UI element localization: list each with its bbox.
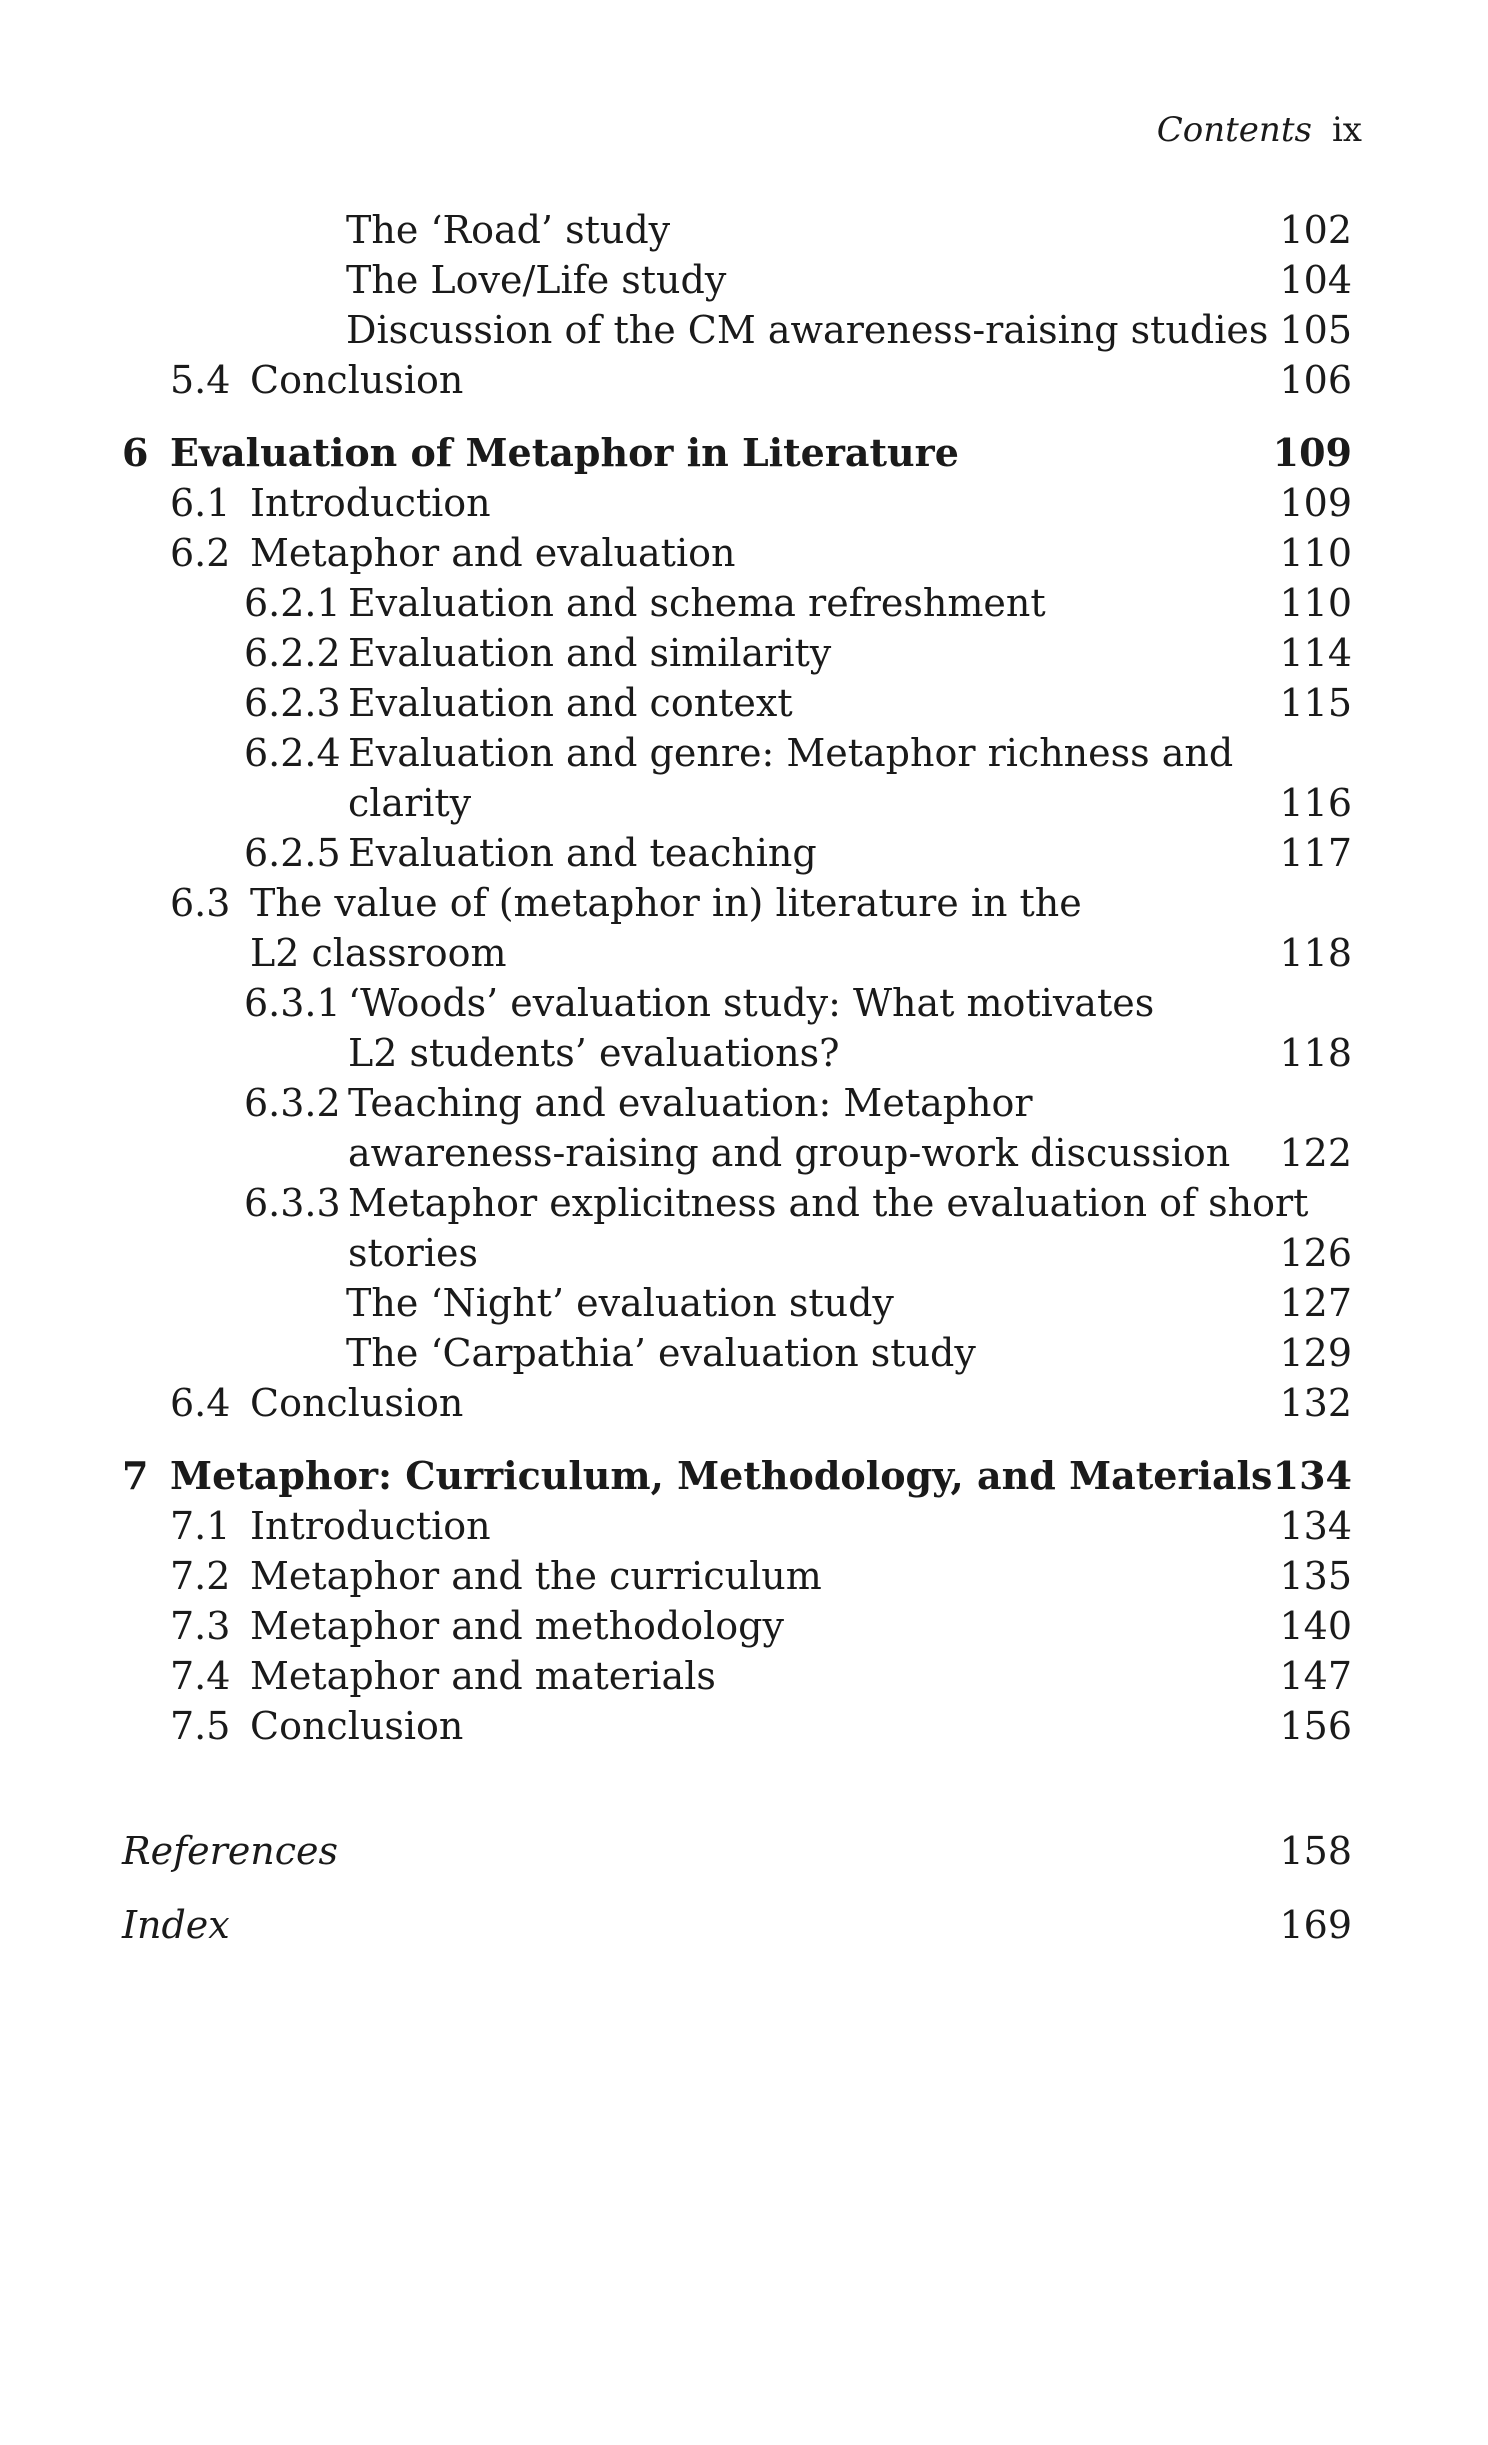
toc-chapter-7: [0, 1451, 1488, 1501]
toc-chapter-page: 134: [1272, 1453, 1352, 1498]
toc-entry-title: Evaluation and teaching: [348, 831, 817, 875]
toc-entry-title: Metaphor and methodology: [250, 1604, 784, 1648]
toc-entry-page: 109: [1279, 481, 1352, 525]
toc-entry-title: Metaphor explicitness and the evaluation of short: [348, 1181, 1309, 1225]
toc-entry-section-6-4: [0, 1378, 1488, 1428]
toc-entry-section-6-3-2-cont: [0, 1128, 1488, 1178]
toc-entry-number: 6.2.3: [244, 681, 341, 725]
toc-entry-section-6-3-3-cont: [0, 1228, 1488, 1278]
toc-entry-page: 115: [1279, 681, 1352, 725]
toc-entry-carpathia-study: [0, 1328, 1488, 1378]
toc-entry-section-6-2-4-cont: [0, 778, 1488, 828]
toc-entry-page: 126: [1279, 1231, 1352, 1275]
toc-entry-number: 5.4: [170, 358, 231, 402]
toc-entry-number: 6.3.3: [244, 1181, 341, 1225]
toc-entry-title: Conclusion: [250, 1381, 464, 1425]
toc-entry-title: Evaluation and schema refreshment: [348, 581, 1046, 625]
toc-entry-title: stories: [348, 1231, 478, 1275]
toc-entry-number: 6.3.1: [244, 981, 341, 1025]
toc-entry-title: L2 classroom: [250, 931, 507, 975]
toc-entry-title: ‘Woods’ evaluation study: What motivates: [348, 981, 1155, 1025]
toc-chapter-6: [0, 428, 1488, 478]
toc-entry-number: 6.4: [170, 1381, 231, 1425]
toc-entry-title: The ‘Night’ evaluation study: [346, 1281, 894, 1325]
toc-entry-title: Teaching and evaluation: Metaphor: [348, 1081, 1033, 1125]
toc-entry-night-study: [0, 1278, 1488, 1328]
toc-entry-title: Introduction: [250, 481, 491, 525]
toc-entry-section-6-3-2: [0, 1078, 1488, 1128]
toc-entry-section-6-2-2: [0, 628, 1488, 678]
toc-entry-section-6-2-1: [0, 578, 1488, 628]
toc-entry-section-6-2-4: [0, 728, 1488, 778]
toc-entry-page: 117: [1279, 831, 1352, 875]
toc-entry-title: Conclusion: [250, 358, 464, 402]
toc-entry-number: 7.4: [170, 1654, 231, 1698]
toc-entry-number: 6.3: [170, 881, 231, 925]
toc-entry-title: L2 students’ evaluations?: [348, 1031, 840, 1075]
toc-entry-page: 102: [1279, 208, 1352, 252]
toc-chapter-title: Metaphor: Curriculum, Methodology, and Materials: [170, 1453, 1273, 1498]
toc-entry-page: 118: [1279, 1031, 1352, 1075]
toc-entry-section-6-2-5: [0, 828, 1488, 878]
toc-entry-title: Introduction: [250, 1504, 491, 1548]
toc-entry-title: The ‘Carpathia’ evaluation study: [346, 1331, 976, 1375]
toc-entry-section-6-3-3: [0, 1178, 1488, 1228]
toc-entry-section-6-2: [0, 528, 1488, 578]
toc-entry-page: 147: [1279, 1654, 1352, 1698]
toc-entry-index: [0, 1900, 1488, 1950]
toc-chapter-number: 6: [122, 430, 149, 475]
toc-entry-section-6-3-1: [0, 978, 1488, 1028]
toc-entry-section-7-1: [0, 1501, 1488, 1551]
running-head-title: Contents: [1156, 110, 1312, 150]
toc-entry-number: 7.1: [170, 1504, 231, 1548]
toc-entry-number: 7.3: [170, 1604, 231, 1648]
toc-entry-cm-discussion: [0, 305, 1488, 355]
toc-chapter-title: Evaluation of Metaphor in Literature: [170, 430, 959, 475]
toc-entry-page: 104: [1279, 258, 1352, 302]
toc-entry-title: Metaphor and the curriculum: [250, 1554, 822, 1598]
toc-entry-title: Metaphor and evaluation: [250, 531, 736, 575]
toc-entry-page: 106: [1279, 358, 1352, 402]
toc-entry-page: 118: [1279, 931, 1352, 975]
toc-entry-page: 158: [1279, 1829, 1352, 1873]
toc-entry-number: 6.2.2: [244, 631, 341, 675]
toc-entry-section-7-2: [0, 1551, 1488, 1601]
toc-entry-page: 169: [1279, 1903, 1352, 1947]
toc-entry-section-7-5: [0, 1701, 1488, 1751]
toc-entry-title: Evaluation and context: [348, 681, 793, 725]
toc-entry-title: awareness-raising and group-work discussion: [348, 1131, 1231, 1175]
toc-entry-page: 129: [1279, 1331, 1352, 1375]
toc-entry-title: The value of (metaphor in) literature in the: [250, 881, 1082, 925]
toc-entry-number: 6.2.4: [244, 731, 341, 775]
toc-entry-page: 135: [1279, 1554, 1352, 1598]
toc-chapter-number: 7: [122, 1453, 149, 1498]
toc-entry-page: 114: [1279, 631, 1352, 675]
running-head: [1157, 110, 1362, 150]
toc-entry-number: 6.2.1: [244, 581, 341, 625]
toc-entry-title: References: [122, 1829, 339, 1873]
toc-entry-road-study: [0, 205, 1488, 255]
toc-entry-page: 140: [1279, 1604, 1352, 1648]
toc-entry-page: 134: [1279, 1504, 1352, 1548]
toc-entry-section-7-4: [0, 1651, 1488, 1701]
toc-entry-page: 122: [1279, 1131, 1352, 1175]
toc-entry-page: 116: [1279, 781, 1352, 825]
toc-entry-title: Conclusion: [250, 1704, 464, 1748]
toc-entry-title: The Love/Life study: [346, 258, 727, 302]
toc-entry-title: Metaphor and materials: [250, 1654, 716, 1698]
toc-entry-section-5-4: [0, 355, 1488, 405]
toc-entry-number: 7.5: [170, 1704, 231, 1748]
toc-entry-section-6-3-1-cont: [0, 1028, 1488, 1078]
toc-chapter-page: 109: [1272, 430, 1352, 475]
toc-entry-number: 6.2.5: [244, 831, 341, 875]
toc-entry-love-life-study: [0, 255, 1488, 305]
running-head-page-number: ix: [1331, 110, 1362, 150]
toc-entry-references: [0, 1826, 1488, 1876]
toc-entry-page: 105: [1279, 308, 1352, 352]
toc-entry-title: Evaluation and similarity: [348, 631, 832, 675]
toc-entry-page: 110: [1279, 581, 1352, 625]
toc-entry-section-6-1: [0, 478, 1488, 528]
toc-entry-title: clarity: [348, 781, 472, 825]
toc-entry-section-7-3: [0, 1601, 1488, 1651]
toc-entry-section-6-2-3: [0, 678, 1488, 728]
toc-entry-title: Index: [122, 1903, 230, 1947]
toc-entry-page: 156: [1279, 1704, 1352, 1748]
toc-entry-title: Discussion of the CM awareness-raising studies: [346, 308, 1269, 352]
toc-entry-section-6-3-cont: [0, 928, 1488, 978]
toc-entry-title: Evaluation and genre: Metaphor richness and: [348, 731, 1234, 775]
toc-entry-number: 6.3.2: [244, 1081, 341, 1125]
toc-entry-page: 132: [1279, 1381, 1352, 1425]
toc-entry-number: 6.1: [170, 481, 231, 525]
toc-entry-page: 127: [1279, 1281, 1352, 1325]
toc-entry-number: 6.2: [170, 531, 231, 575]
toc-entry-page: 110: [1279, 531, 1352, 575]
toc-entry-section-6-3: [0, 878, 1488, 928]
toc-entry-number: 7.2: [170, 1554, 231, 1598]
toc-entry-title: The ‘Road’ study: [346, 208, 671, 252]
